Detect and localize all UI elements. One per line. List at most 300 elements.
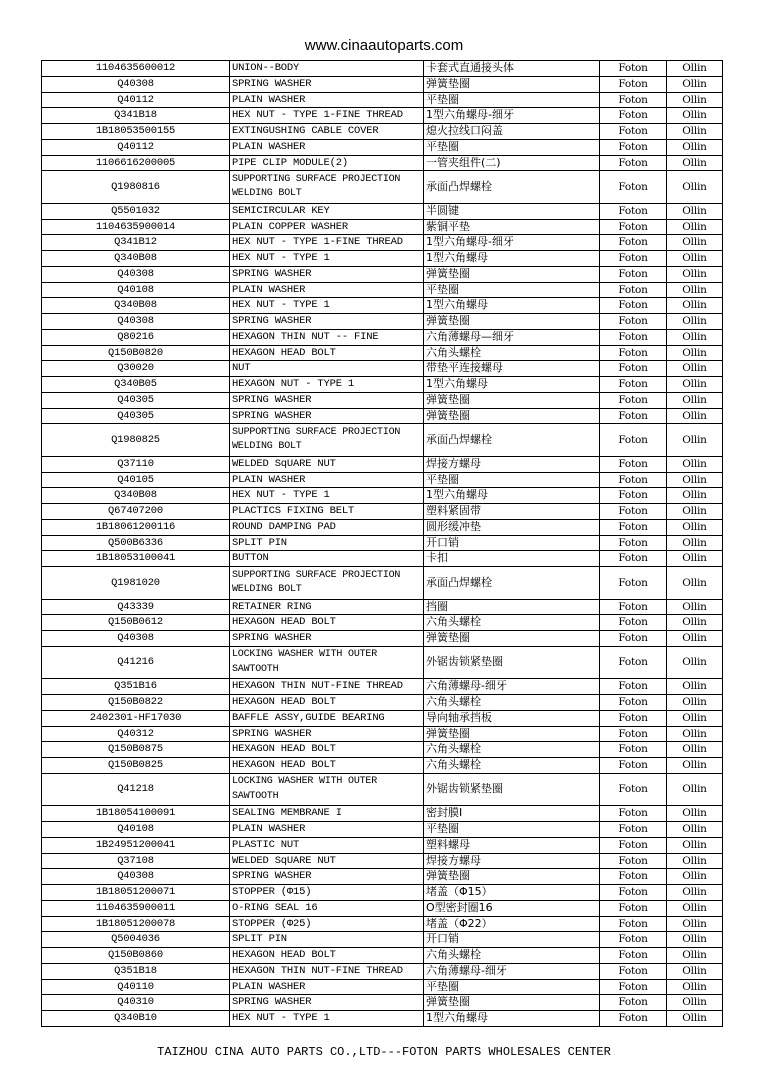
english-description-cell: PLAIN WASHER: [230, 472, 424, 488]
brand-cell: Foton: [600, 171, 667, 204]
model-cell: Ollin: [667, 948, 723, 964]
chinese-description-cell: 平垫圈: [424, 139, 600, 155]
brand-cell: Foton: [600, 599, 667, 615]
brand-cell: Foton: [600, 282, 667, 298]
brand-cell: Foton: [600, 235, 667, 251]
table-row: [42, 773, 723, 806]
english-description-cell: SPRING WASHER: [230, 408, 424, 424]
chinese-description-cell: 堵盖（Φ15）: [424, 885, 600, 901]
brand-cell: Foton: [600, 504, 667, 520]
english-description-cell: STOPPER (Φ15): [230, 885, 424, 901]
part-number-cell: Q1980816: [42, 171, 230, 204]
chinese-description-cell: 弹簧垫圈: [424, 869, 600, 885]
brand-cell: Foton: [600, 392, 667, 408]
part-number-cell: Q40105: [42, 472, 230, 488]
part-number-cell: Q43339: [42, 599, 230, 615]
part-number-cell: Q40305: [42, 392, 230, 408]
english-description-cell: LOCKING WASHER WITH OUTER SAWTOOTH: [230, 646, 424, 679]
brand-cell: Foton: [600, 695, 667, 711]
english-description-cell: HEX NUT - TYPE 1: [230, 488, 424, 504]
brand-cell: Foton: [600, 979, 667, 995]
chinese-description-cell: 六角头螺栓: [424, 695, 600, 711]
part-number-cell: 1B18053100041: [42, 551, 230, 567]
table-row: [42, 948, 723, 964]
model-cell: Ollin: [667, 504, 723, 520]
brand-cell: Foton: [600, 885, 667, 901]
part-number-cell: Q40108: [42, 282, 230, 298]
model-cell: Ollin: [667, 535, 723, 551]
brand-cell: Foton: [600, 61, 667, 77]
model-cell: Ollin: [667, 853, 723, 869]
part-number-cell: Q40112: [42, 139, 230, 155]
english-description-cell: PLACTICS FIXING BELT: [230, 504, 424, 520]
table-row: [42, 488, 723, 504]
table-row: [42, 314, 723, 330]
brand-cell: Foton: [600, 726, 667, 742]
model-cell: Ollin: [667, 377, 723, 393]
part-number-cell: 1B24951200041: [42, 837, 230, 853]
part-number-cell: 1B18051200078: [42, 916, 230, 932]
model-cell: Ollin: [667, 631, 723, 647]
table-row: [42, 139, 723, 155]
table-row: [42, 837, 723, 853]
brand-cell: Foton: [600, 758, 667, 774]
model-cell: Ollin: [667, 329, 723, 345]
part-number-cell: 1104635900014: [42, 219, 230, 235]
table-row: [42, 710, 723, 726]
brand-cell: Foton: [600, 535, 667, 551]
chinese-description-cell: 开口销: [424, 535, 600, 551]
model-cell: Ollin: [667, 171, 723, 204]
english-description-cell: HEXAGON HEAD BOLT: [230, 695, 424, 711]
model-cell: Ollin: [667, 567, 723, 600]
english-description-cell: PLASTIC NUT: [230, 837, 424, 853]
english-description-cell: PLAIN WASHER: [230, 979, 424, 995]
table-row: [42, 266, 723, 282]
model-cell: Ollin: [667, 1011, 723, 1027]
model-cell: Ollin: [667, 599, 723, 615]
chinese-description-cell: O型密封圈16: [424, 900, 600, 916]
chinese-description-cell: 1型六角螺母-细牙: [424, 108, 600, 124]
brand-cell: Foton: [600, 488, 667, 504]
english-description-cell: SPRING WASHER: [230, 726, 424, 742]
model-cell: Ollin: [667, 139, 723, 155]
chinese-description-cell: 弹簧垫圈: [424, 392, 600, 408]
model-cell: Ollin: [667, 615, 723, 631]
chinese-description-cell: 弹簧垫圈: [424, 995, 600, 1011]
model-cell: Ollin: [667, 869, 723, 885]
chinese-description-cell: 焊接方螺母: [424, 853, 600, 869]
model-cell: Ollin: [667, 979, 723, 995]
part-number-cell: Q40110: [42, 979, 230, 995]
site-url: www.cinaautoparts.com: [304, 37, 464, 54]
parts-table: [41, 60, 723, 1027]
table-row: [42, 742, 723, 758]
brand-cell: Foton: [600, 408, 667, 424]
table-row: [42, 822, 723, 838]
table-row: [42, 806, 723, 822]
brand-cell: Foton: [600, 948, 667, 964]
chinese-description-cell: 带垫平连接螺母: [424, 361, 600, 377]
chinese-description-cell: 承面凸焊螺栓: [424, 171, 600, 204]
english-description-cell: HEXAGON HEAD BOLT: [230, 615, 424, 631]
english-description-cell: HEX NUT - TYPE 1-FINE THREAD: [230, 108, 424, 124]
part-number-cell: 1B18054100091: [42, 806, 230, 822]
part-number-cell: Q40305: [42, 408, 230, 424]
part-number-cell: Q40308: [42, 76, 230, 92]
english-description-cell: HEXAGON HEAD BOLT: [230, 948, 424, 964]
brand-cell: Foton: [600, 773, 667, 806]
english-description-cell: SUPPORTING SURFACE PROJECTION WELDING BOLT: [230, 424, 424, 457]
model-cell: Ollin: [667, 361, 723, 377]
chinese-description-cell: 平垫圈: [424, 472, 600, 488]
brand-cell: Foton: [600, 869, 667, 885]
model-cell: Ollin: [667, 251, 723, 267]
english-description-cell: PLAIN COPPER WASHER: [230, 219, 424, 235]
part-number-cell: Q67407200: [42, 504, 230, 520]
chinese-description-cell: 弹簧垫圈: [424, 726, 600, 742]
table-row: [42, 424, 723, 457]
part-number-cell: Q1981020: [42, 567, 230, 600]
model-cell: Ollin: [667, 773, 723, 806]
table-row: [42, 235, 723, 251]
english-description-cell: PLAIN WASHER: [230, 822, 424, 838]
part-number-cell: Q351B16: [42, 679, 230, 695]
brand-cell: Foton: [600, 519, 667, 535]
english-description-cell: STOPPER (Φ25): [230, 916, 424, 932]
part-number-cell: 1B18051200071: [42, 885, 230, 901]
model-cell: Ollin: [667, 456, 723, 472]
chinese-description-cell: 弹簧垫圈: [424, 76, 600, 92]
chinese-description-cell: 挡圈: [424, 599, 600, 615]
english-description-cell: LOCKING WASHER WITH OUTER SAWTOOTH: [230, 773, 424, 806]
chinese-description-cell: 卡扣: [424, 551, 600, 567]
model-cell: Ollin: [667, 92, 723, 108]
part-number-cell: Q5501032: [42, 203, 230, 219]
brand-cell: Foton: [600, 806, 667, 822]
brand-cell: Foton: [600, 679, 667, 695]
chinese-description-cell: 六角头螺栓: [424, 948, 600, 964]
part-number-cell: Q30020: [42, 361, 230, 377]
model-cell: Ollin: [667, 472, 723, 488]
english-description-cell: SEMICIRCULAR KEY: [230, 203, 424, 219]
model-cell: Ollin: [667, 932, 723, 948]
table-row: [42, 76, 723, 92]
table-row: [42, 995, 723, 1011]
table-row: [42, 916, 723, 932]
part-number-cell: 1B18053500155: [42, 124, 230, 140]
part-number-cell: Q40108: [42, 822, 230, 838]
brand-cell: Foton: [600, 298, 667, 314]
table-row: [42, 219, 723, 235]
english-description-cell: PLAIN WASHER: [230, 92, 424, 108]
model-cell: Ollin: [667, 282, 723, 298]
part-number-cell: Q340B05: [42, 377, 230, 393]
english-description-cell: PLAIN WASHER: [230, 139, 424, 155]
chinese-description-cell: 六角头螺栓: [424, 345, 600, 361]
model-cell: Ollin: [667, 61, 723, 77]
chinese-description-cell: 平垫圈: [424, 92, 600, 108]
model-cell: Ollin: [667, 726, 723, 742]
model-cell: Ollin: [667, 235, 723, 251]
english-description-cell: NUT: [230, 361, 424, 377]
brand-cell: Foton: [600, 963, 667, 979]
table-row: [42, 631, 723, 647]
table-row: [42, 679, 723, 695]
chinese-description-cell: 六角薄螺母-细牙: [424, 963, 600, 979]
english-description-cell: HEXAGON HEAD BOLT: [230, 345, 424, 361]
part-number-cell: Q150B0875: [42, 742, 230, 758]
brand-cell: Foton: [600, 155, 667, 171]
part-number-cell: 1106616200005: [42, 155, 230, 171]
part-number-cell: Q341B12: [42, 235, 230, 251]
model-cell: Ollin: [667, 710, 723, 726]
table-row: [42, 885, 723, 901]
part-number-cell: Q40308: [42, 631, 230, 647]
chinese-description-cell: 平垫圈: [424, 979, 600, 995]
brand-cell: Foton: [600, 742, 667, 758]
model-cell: Ollin: [667, 424, 723, 457]
brand-cell: Foton: [600, 615, 667, 631]
chinese-description-cell: 1型六角螺母-细牙: [424, 235, 600, 251]
english-description-cell: WELDED SqUARE NUT: [230, 456, 424, 472]
part-number-cell: Q40112: [42, 92, 230, 108]
english-description-cell: SPRING WASHER: [230, 266, 424, 282]
part-number-cell: Q80216: [42, 329, 230, 345]
model-cell: Ollin: [667, 916, 723, 932]
table-row: [42, 869, 723, 885]
english-description-cell: HEXAGON NUT - TYPE 1: [230, 377, 424, 393]
table-row: [42, 504, 723, 520]
table-row: [42, 979, 723, 995]
model-cell: Ollin: [667, 203, 723, 219]
model-cell: Ollin: [667, 679, 723, 695]
part-number-cell: Q40310: [42, 995, 230, 1011]
english-description-cell: HEXAGON THIN NUT-FINE THREAD: [230, 963, 424, 979]
english-description-cell: SUPPORTING SURFACE PROJECTION WELDING BOLT: [230, 171, 424, 204]
chinese-description-cell: 平垫圈: [424, 822, 600, 838]
table-row: [42, 155, 723, 171]
brand-cell: Foton: [600, 266, 667, 282]
part-number-cell: Q150B0860: [42, 948, 230, 964]
chinese-description-cell: 一管夹组件(二): [424, 155, 600, 171]
table-row: [42, 472, 723, 488]
model-cell: Ollin: [667, 488, 723, 504]
model-cell: Ollin: [667, 963, 723, 979]
table-row: [42, 599, 723, 615]
model-cell: Ollin: [667, 885, 723, 901]
chinese-description-cell: 1型六角螺母: [424, 251, 600, 267]
part-number-cell: Q40308: [42, 266, 230, 282]
chinese-description-cell: 承面凸焊螺栓: [424, 567, 600, 600]
part-number-cell: Q340B08: [42, 488, 230, 504]
brand-cell: Foton: [600, 710, 667, 726]
table-row: [42, 646, 723, 679]
table-row: [42, 853, 723, 869]
english-description-cell: SPRING WASHER: [230, 314, 424, 330]
table-row: [42, 535, 723, 551]
table-row: [42, 519, 723, 535]
table-row: [42, 392, 723, 408]
part-number-cell: Q340B10: [42, 1011, 230, 1027]
table-row: [42, 282, 723, 298]
brand-cell: Foton: [600, 932, 667, 948]
part-number-cell: Q41216: [42, 646, 230, 679]
model-cell: Ollin: [667, 124, 723, 140]
chinese-description-cell: 弹簧垫圈: [424, 314, 600, 330]
model-cell: Ollin: [667, 551, 723, 567]
table-row: [42, 377, 723, 393]
table-row: [42, 758, 723, 774]
chinese-description-cell: 弹簧垫圈: [424, 408, 600, 424]
table-row: [42, 567, 723, 600]
brand-cell: Foton: [600, 377, 667, 393]
english-description-cell: ROUND DAMPING PAD: [230, 519, 424, 535]
english-description-cell: HEXAGON HEAD BOLT: [230, 742, 424, 758]
chinese-description-cell: 外锯齿锁紧垫圈: [424, 773, 600, 806]
model-cell: Ollin: [667, 266, 723, 282]
table-row: [42, 551, 723, 567]
part-number-cell: Q37108: [42, 853, 230, 869]
table-row: [42, 203, 723, 219]
model-cell: Ollin: [667, 822, 723, 838]
english-description-cell: HEX NUT - TYPE 1: [230, 298, 424, 314]
english-description-cell: WELDED SqUARE NUT: [230, 853, 424, 869]
english-description-cell: SPLIT PIN: [230, 535, 424, 551]
model-cell: Ollin: [667, 345, 723, 361]
model-cell: Ollin: [667, 995, 723, 1011]
part-number-cell: Q40308: [42, 869, 230, 885]
table-row: [42, 361, 723, 377]
parts-table-body: [42, 61, 723, 1027]
chinese-description-cell: 外锯齿锁紧垫圈: [424, 646, 600, 679]
brand-cell: Foton: [600, 314, 667, 330]
english-description-cell: BUTTON: [230, 551, 424, 567]
brand-cell: Foton: [600, 822, 667, 838]
chinese-description-cell: 塑料螺母: [424, 837, 600, 853]
table-row: [42, 726, 723, 742]
chinese-description-cell: 弹簧垫圈: [424, 631, 600, 647]
english-description-cell: PIPE CLIP MODULE(2): [230, 155, 424, 171]
table-row: [42, 1011, 723, 1027]
english-description-cell: HEX NUT - TYPE 1: [230, 1011, 424, 1027]
english-description-cell: HEXAGON HEAD BOLT: [230, 758, 424, 774]
chinese-description-cell: 紫铜平垫: [424, 219, 600, 235]
part-number-cell: Q150B0822: [42, 695, 230, 711]
table-row: [42, 456, 723, 472]
english-description-cell: PLAIN WASHER: [230, 282, 424, 298]
brand-cell: Foton: [600, 551, 667, 567]
brand-cell: Foton: [600, 424, 667, 457]
part-number-cell: Q150B0612: [42, 615, 230, 631]
part-number-cell: 2402301-HF17030: [42, 710, 230, 726]
chinese-description-cell: 六角头螺栓: [424, 615, 600, 631]
model-cell: Ollin: [667, 219, 723, 235]
part-number-cell: Q150B0820: [42, 345, 230, 361]
table-row: [42, 408, 723, 424]
part-number-cell: Q500B6336: [42, 535, 230, 551]
model-cell: Ollin: [667, 76, 723, 92]
model-cell: Ollin: [667, 806, 723, 822]
part-number-cell: Q37110: [42, 456, 230, 472]
english-description-cell: O-RING SEAL 16: [230, 900, 424, 916]
table-row: [42, 251, 723, 267]
brand-cell: Foton: [600, 631, 667, 647]
part-number-cell: Q150B0825: [42, 758, 230, 774]
brand-cell: Foton: [600, 995, 667, 1011]
brand-cell: Foton: [600, 92, 667, 108]
chinese-description-cell: 六角头螺栓: [424, 742, 600, 758]
chinese-description-cell: 密封膜I: [424, 806, 600, 822]
brand-cell: Foton: [600, 345, 667, 361]
chinese-description-cell: 圆形缓冲垫: [424, 519, 600, 535]
model-cell: Ollin: [667, 758, 723, 774]
part-number-cell: 1104635600012: [42, 61, 230, 77]
brand-cell: Foton: [600, 1011, 667, 1027]
brand-cell: Foton: [600, 646, 667, 679]
english-description-cell: SEALING MEMBRANE I: [230, 806, 424, 822]
table-row: [42, 963, 723, 979]
brand-cell: Foton: [600, 361, 667, 377]
part-number-cell: Q41218: [42, 773, 230, 806]
chinese-description-cell: 1型六角螺母: [424, 488, 600, 504]
table-row: [42, 298, 723, 314]
part-number-cell: Q40308: [42, 314, 230, 330]
brand-cell: Foton: [600, 219, 667, 235]
english-description-cell: HEX NUT - TYPE 1-FINE THREAD: [230, 235, 424, 251]
chinese-description-cell: 半圆键: [424, 203, 600, 219]
english-description-cell: HEXAGON THIN NUT -- FINE: [230, 329, 424, 345]
english-description-cell: SPRING WASHER: [230, 392, 424, 408]
part-number-cell: Q341B18: [42, 108, 230, 124]
table-row: [42, 92, 723, 108]
part-number-cell: Q340B08: [42, 251, 230, 267]
model-cell: Ollin: [667, 519, 723, 535]
brand-cell: Foton: [600, 900, 667, 916]
table-row: [42, 171, 723, 204]
english-description-cell: RETAINER RING: [230, 599, 424, 615]
english-description-cell: UNION--BODY: [230, 61, 424, 77]
chinese-description-cell: 1型六角螺母: [424, 1011, 600, 1027]
english-description-cell: HEXAGON THIN NUT-FINE THREAD: [230, 679, 424, 695]
table-row: [42, 900, 723, 916]
chinese-description-cell: 承面凸焊螺栓: [424, 424, 600, 457]
model-cell: Ollin: [667, 646, 723, 679]
table-row: [42, 345, 723, 361]
chinese-description-cell: 卡套式直通接头体: [424, 61, 600, 77]
table-row: [42, 124, 723, 140]
brand-cell: Foton: [600, 837, 667, 853]
brand-cell: Foton: [600, 329, 667, 345]
brand-cell: Foton: [600, 916, 667, 932]
chinese-description-cell: 六角薄螺母-细牙: [424, 679, 600, 695]
table-row: [42, 329, 723, 345]
english-description-cell: SPLIT PIN: [230, 932, 424, 948]
chinese-description-cell: 1型六角螺母: [424, 298, 600, 314]
chinese-description-cell: 平垫圈: [424, 282, 600, 298]
brand-cell: Foton: [600, 472, 667, 488]
english-description-cell: SUPPORTING SURFACE PROJECTION WELDING BOLT: [230, 567, 424, 600]
table-row: [42, 695, 723, 711]
part-number-cell: Q5004036: [42, 932, 230, 948]
brand-cell: Foton: [600, 124, 667, 140]
chinese-description-cell: 熄火拉线口闷盖: [424, 124, 600, 140]
brand-cell: Foton: [600, 567, 667, 600]
chinese-description-cell: 塑料紧固带: [424, 504, 600, 520]
english-description-cell: EXTINGUSHING CABLE COVER: [230, 124, 424, 140]
english-description-cell: SPRING WASHER: [230, 869, 424, 885]
part-number-cell: Q351B18: [42, 963, 230, 979]
